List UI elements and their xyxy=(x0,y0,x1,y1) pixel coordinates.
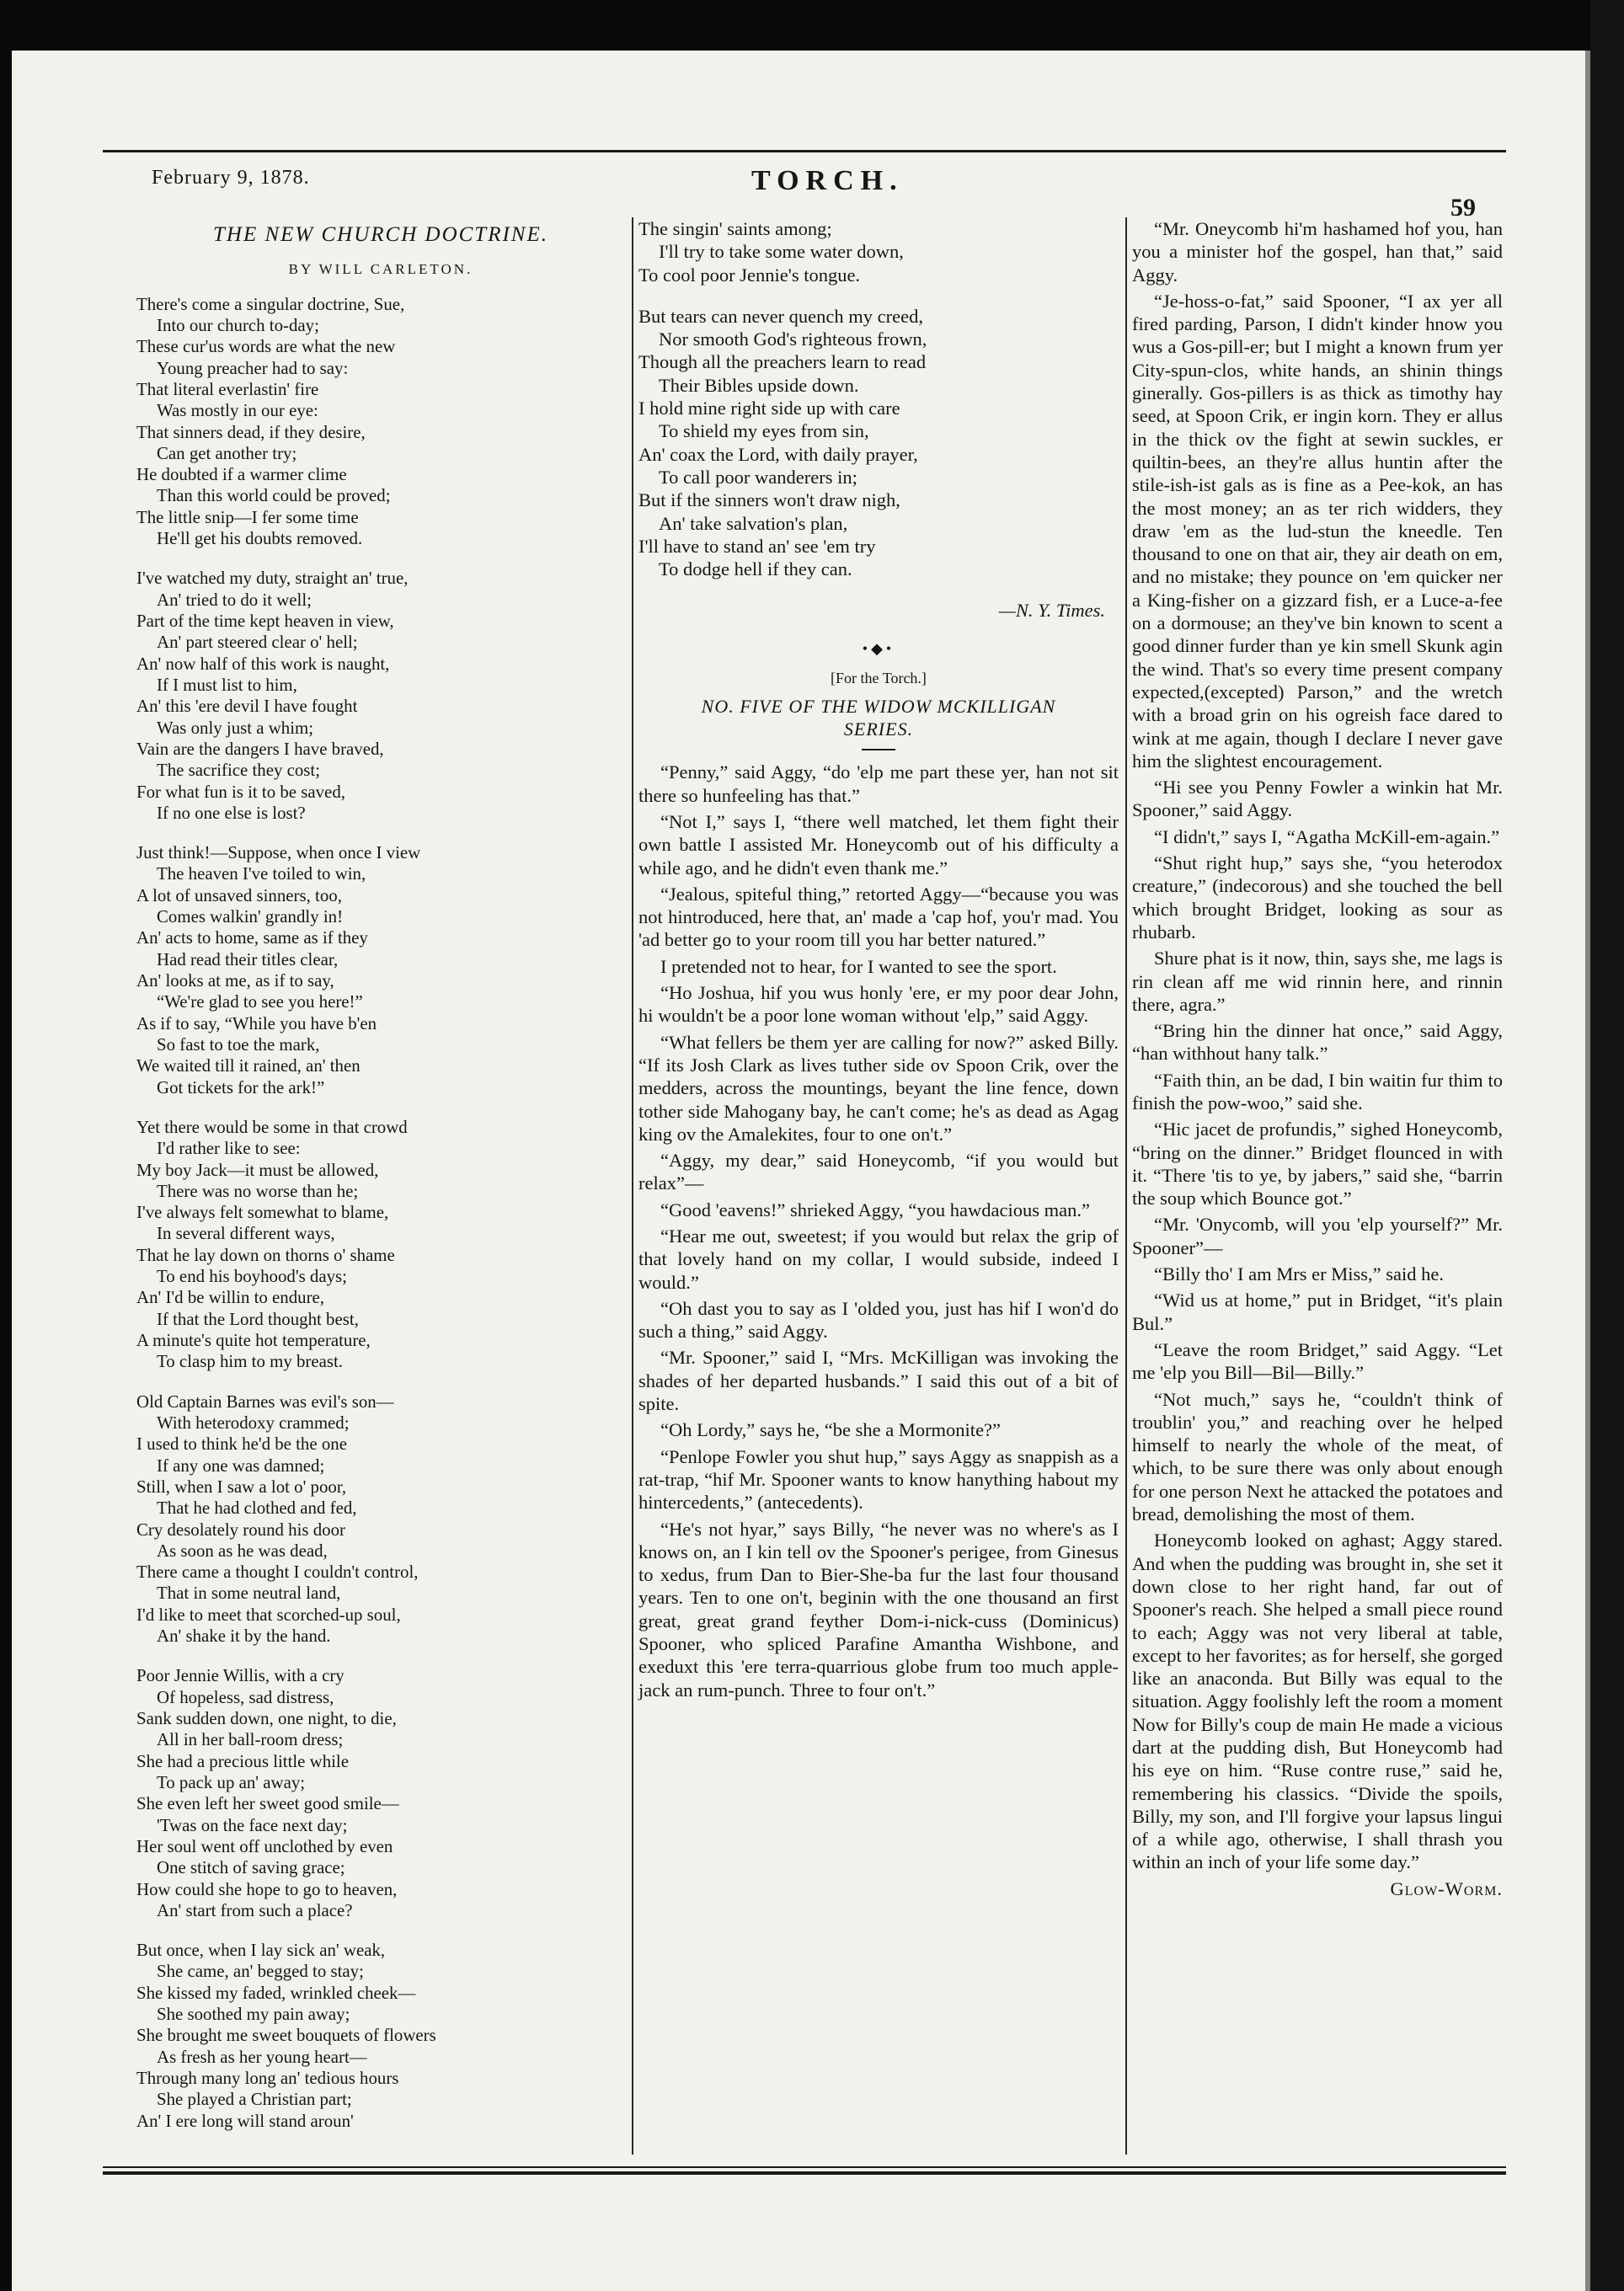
poem-line: She kissed my faded, wrinkled cheek— xyxy=(136,1982,416,2003)
story-paragraph: “Not I,” says I, “there well matched, let them fight their own battle I assisted Mr. Honeycomb out of his difficulty a while ago, and he didn't even thank me.” xyxy=(638,810,1119,878)
poem-line: An' start from such a place? xyxy=(157,1899,353,1920)
story-paragraph: “Penny,” said Aggy, “do 'elp me part these yer, han not sit there so hunfeeling has that.” xyxy=(638,761,1119,806)
column-2 xyxy=(638,217,1119,1705)
column-divider-2 xyxy=(1125,217,1127,2155)
story-paragraph: “He's not hyar,” says Billy, “he never was no where's as I knows on, an I kin tell ov the Spooner's perigee, from Ginesus to xedus, frum Dan to Bier-She-ba fur the last four thousand years. Ten to one on't, beginin with the one thousand an first great, great grand feyther Dom-i-nick-cuss (Dominicus) Spooner, who spliced Parafine Amantha Wishbone, and exeduxt this 'ere terra-quarrious globe frum too much apple-jack an rum-punch. Three to four on't.” xyxy=(638,1518,1119,1701)
poem-line: Of hopeless, sad distress, xyxy=(157,1686,334,1707)
poem-line: If that the Lord thought best, xyxy=(157,1308,359,1329)
scan-border-left xyxy=(0,0,12,2291)
poem-line: I've always felt somewhat to blame, xyxy=(136,1202,389,1223)
story-paragraph: “Je-hoss-o-fat,” said Spooner, “I ax yer all fired parding, Parson, I didn't kinder hnow you wus a Gos-pill-er; but I might a known frum yer City-spun-clos, white hands, an shinin things ginerally. Gos-pillers is as thick as timothy hay seed, at Spoon Crik, er ingin korn. They er allus in the thick ov the fight at sewin suckles, er quiltin-bees, an they're allus huntin after the stile-ish-ist gals as is fine as a Pee-kok, an has the most money; an as ter rich widders, they draw 'em as the lud-stun the kneedle. Ten thousand to one on that air, they air death on em, and no mistake; they pounce on 'em quicker ner a King-fisher on a gizzard fish, er a Luce-a-fee on a dormouse; an they've bin known to scent a good dinner furder than ye kin smell Skunk agin the wind. That's so every time present company expected,(excepted) Parson,” and the wretch with a broad grin on his ogreish face dared to wink at me again, though I declare I never gave him the slightest encouragement. xyxy=(1132,290,1503,772)
poem-line: Sank sudden down, one night, to die, xyxy=(136,1708,397,1728)
story-paragraph: “Hic jacet de profundis,” sighed Honeycomb, “bring on the dinner.” Bridget flounced in with it. “There 'tis to ye, by jabers,” said she, “barrin the soup which Bounce got.” xyxy=(1132,1119,1503,1210)
poem-line: In several different ways, xyxy=(157,1223,335,1244)
story-body-part-2 xyxy=(1132,217,1503,1874)
masthead-title: TORCH. xyxy=(751,165,904,196)
story-paragraph: I pretended not to hear, for I wanted to see the sport. xyxy=(660,955,1057,977)
poem-line: An' looks at me, as if to say, xyxy=(136,970,334,991)
column-1 xyxy=(136,217,625,2150)
story-paragraph: “Penlope Fowler you shut hup,” says Aggy as snappish as a rat-trap, “hif Mr. Spooner wants to know hanything habout my hintercedents,” (antecedents). xyxy=(638,1445,1119,1514)
story-paragraph: “Billy tho' I am Mrs er Miss,” said he. xyxy=(1154,1263,1445,1285)
poem-line: Part of the time kept heaven in view, xyxy=(136,611,394,631)
poem-line: But if the sinners won't draw nigh, xyxy=(638,489,900,511)
story-paragraph: “What fellers be them yer are calling for now?” asked Billy. “If its Josh Clark as lives tuther side ov Spoon Crik, over the medders, across the mountings, beyant the line fence, down tother side Mahogany bay, he can't come; he's as dead as Agag king ov the Amalekites, four to one on't.” xyxy=(638,1031,1119,1145)
poem-stanza xyxy=(136,1117,625,1373)
page-edge-shadow xyxy=(1585,51,1590,2291)
story-paragraph: “Wid us at home,” put in Bridget, “it's plain Bul.” xyxy=(1132,1290,1503,1334)
poem-line: An' tried to do it well; xyxy=(157,589,312,610)
poem-line: To pack up an' away; xyxy=(157,1771,306,1792)
poem-line: For what fun is it to be saved, xyxy=(136,781,345,802)
poem-line: Vain are the dangers I have braved, xyxy=(136,738,384,759)
poem-stanza xyxy=(136,1940,625,2132)
story-paragraph: “Good 'eavens!” shrieked Aggy, “you hawdacious man.” xyxy=(660,1199,1090,1220)
poem-line: An' acts to home, same as if they xyxy=(136,927,368,948)
poem-line: I used to think he'd be the one xyxy=(136,1434,347,1455)
story-paragraph: “Faith thin, an be dad, I bin waitin fur thim to finish the pow-woo,” said she. xyxy=(1132,1069,1503,1113)
poem-line: So fast to toe the mark, xyxy=(157,1033,320,1055)
poem-line: There came a thought I couldn't control, xyxy=(136,1562,419,1583)
scan-border-right xyxy=(1590,0,1624,2291)
story-paragraph: “Mr. Oneycomb hi'm hashamed hof you, han you a minister hof the gospel, han that,” said Aggy. xyxy=(1132,218,1503,286)
story-paragraph: “Leave the room Bridget,” said Aggy. “Let me 'elp you Bill—Bil—Billy.” xyxy=(1132,1338,1503,1384)
poem-line: These cur'us words are what the new xyxy=(136,336,396,357)
column-divider-1 xyxy=(632,217,633,2155)
poem-line: An' now half of this work is naught, xyxy=(136,653,390,674)
poem-line: How could she hope to go to heaven, xyxy=(136,1878,398,1899)
poem-line: I'll try to take some water down, xyxy=(659,241,904,263)
column-3 xyxy=(1132,217,1503,1900)
poem-line: An' I'd be willin to endure, xyxy=(136,1287,325,1308)
poem-line: Had read their titles clear, xyxy=(157,948,339,969)
poem-line: Poor Jennie Willis, with a cry xyxy=(136,1665,345,1686)
poem-line: One stitch of saving grace; xyxy=(157,1857,345,1878)
poem-line: To dodge hell if they can. xyxy=(659,558,852,580)
poem-line: With heterodoxy crammed; xyxy=(157,1412,350,1433)
poem-line: That he had clothed and fed, xyxy=(157,1498,357,1519)
poem-line: Comes walkin' grandly in! xyxy=(157,906,344,927)
poem-line: As if to say, “While you have b'en xyxy=(136,1012,377,1033)
poem-line: Just think!—Suppose, when once I view xyxy=(136,842,421,863)
poem-line: Cry desolately round his door xyxy=(136,1519,345,1540)
poem-line: A minute's quite hot temperature, xyxy=(136,1330,371,1350)
story-title-line-2: SERIES. xyxy=(843,718,914,740)
poem-line: Yet there would be some in that crowd xyxy=(136,1116,408,1137)
poem-line: She had a precious little while xyxy=(136,1750,349,1771)
poem-line: She brought me sweet bouquets of flowers xyxy=(136,2025,436,2046)
poem-line: She came, an' begged to stay; xyxy=(157,1961,364,1982)
story-paragraph: “Mr. 'Onycomb, will you 'elp yourself?” Mr. Spooner”— xyxy=(1132,1214,1503,1258)
story-title xyxy=(638,695,1119,740)
poem-line: Can get another try; xyxy=(157,442,297,463)
poem-line: If any one was damned; xyxy=(157,1455,325,1476)
poem-line: Old Captain Barnes was evil's son— xyxy=(136,1391,394,1412)
poem-line: Than this world could be proved; xyxy=(157,485,391,506)
poem-line: He'll get his doubts removed. xyxy=(157,528,363,549)
poem-line: 'Twas on the face next day; xyxy=(157,1814,348,1835)
story-paragraph: “Oh dast you to say as I 'olded you, just has hif I won'd do such a thing,” said Aggy. xyxy=(638,1297,1119,1343)
poem-line: The heaven I've toiled to win, xyxy=(157,863,366,884)
poem-line: Got tickets for the ark!” xyxy=(157,1076,325,1097)
poem-line: An' part steered clear o' hell; xyxy=(157,632,358,653)
top-rule xyxy=(103,150,1506,152)
poem-line: Nor smooth God's righteous frown, xyxy=(659,328,927,350)
poem-line: Still, when I saw a lot o' poor, xyxy=(136,1476,347,1497)
page-number: 59 xyxy=(1450,194,1476,222)
story-paragraph: “Hear me out, sweetest; if you would but relax the grip of that lovely hand on my collar, I would subside, indeed I would.” xyxy=(638,1225,1119,1293)
poem-line: Their Bibles upside down. xyxy=(659,374,859,396)
poem-line: That sinners dead, if they desire, xyxy=(136,421,366,442)
poem-line: An' this 'ere devil I have fought xyxy=(136,696,358,717)
story-signature: Glow-Worm. xyxy=(1390,1877,1503,1899)
poem-byline: BY WILL CARLETON. xyxy=(288,261,473,278)
poem-source: —N. Y. Times. xyxy=(998,600,1105,622)
poem-stanza xyxy=(638,217,1119,286)
poem-line: She played a Christian part; xyxy=(157,2089,352,2110)
poem-title: THE NEW CHURCH DOCTRINE. xyxy=(212,223,548,246)
story-paragraph: Shure phat is it now, thin, says she, me lags is rin clean aff me wid rinnin here, and rinnin there, agra.” xyxy=(1132,948,1503,1015)
poem-line: That in some neutral land, xyxy=(157,1583,341,1604)
poem-line: “We're glad to see you here!” xyxy=(157,991,363,1012)
poem-line: If I must list to him, xyxy=(157,674,297,695)
story-paragraph: “Ho Joshua, hif you wus honly 'ere, er my poor dear John, hi wouldn't be a poor lone woman without 'elp,” said Aggy. xyxy=(638,982,1119,1027)
story-paragraph: “Hi see you Penny Fowler a winkin hat Mr. Spooner,” said Aggy. xyxy=(1132,777,1503,821)
poem-line: I'll have to stand an' see 'em try xyxy=(638,535,876,557)
poem-line: If no one else is lost? xyxy=(157,802,306,823)
poem-line: But tears can never quench my creed, xyxy=(638,305,923,327)
poem-line: I'd rather like to see: xyxy=(157,1138,301,1159)
story-paragraph: “Shut right hup,” says she, “you heterodox creature,” (indecorous) and she touched the bell which brought Bridget, looking as sour as rhubarb. xyxy=(1132,852,1503,943)
scan-border-top xyxy=(0,0,1624,51)
poem-line: She even left her sweet good smile— xyxy=(136,1793,399,1814)
poem-line: Her soul went off unclothed by even xyxy=(136,1835,393,1856)
poem-line: We waited till it rained, an' then xyxy=(136,1055,361,1076)
poem-line: Into our church to-day; xyxy=(157,314,319,335)
poem-line: As fresh as her young heart— xyxy=(157,2046,367,2067)
poem-line: My boy Jack—it must be allowed, xyxy=(136,1159,379,1180)
story-paragraph: “Not much,” says he, “couldn't think of troublin' you,” and reaching over he helped himself to nearly the whole of the meat, of which, to be sure there was only about enough for one person Next he attacked the potatoes and bread, demolishing the most of them. xyxy=(1132,1388,1503,1525)
story-paragraph: “Bring hin the dinner hat once,” said Aggy, “han withhout hany talk.” xyxy=(1132,1020,1503,1065)
poem-line: That he lay down on thorns o' shame xyxy=(136,1244,395,1265)
story-paragraph: “Aggy, my dear,” said Honeycomb, “if you would but relax”— xyxy=(638,1150,1119,1194)
bottom-rule-heavy xyxy=(103,2171,1506,2175)
section-ornament: •◆• xyxy=(862,639,895,657)
poem-line: There's come a singular doctrine, Sue, xyxy=(136,293,405,314)
for-the-torch-label: [For the Torch.] xyxy=(831,670,927,687)
poem-line: To cool poor Jennie's tongue. xyxy=(638,264,861,286)
story-body-part-1 xyxy=(638,761,1119,1701)
story-paragraph: “Oh Lordy,” says he, “be she a Mormonite?” xyxy=(660,1419,1002,1441)
poem-stanza xyxy=(136,568,625,824)
poem-line: She soothed my pain away; xyxy=(157,2004,350,2025)
poem-line: Though all the preachers learn to read xyxy=(638,351,927,373)
poem-line: As soon as he was dead, xyxy=(157,1540,328,1561)
story-paragraph: “Mr. Spooner,” said I, “Mrs. McKilligan was invoking the shades of her departed husbands.” I said this out of a bit of spite. xyxy=(638,1347,1119,1415)
title-rule xyxy=(862,749,895,750)
poem-stanza xyxy=(136,842,625,1098)
poem-line: An' take salvation's plan, xyxy=(659,512,848,534)
poem-line: He doubted if a warmer clime xyxy=(136,464,347,485)
poem-line: To clasp him to my breast. xyxy=(157,1351,343,1372)
issue-date: February 9, 1878. xyxy=(152,167,310,189)
poem-line: Through many long an' tedious hours xyxy=(136,2068,399,2088)
story-title-line-1: NO. FIVE OF THE WIDOW MCKILLIGAN xyxy=(701,696,1056,718)
poem-line: All in her ball-room dress; xyxy=(157,1729,344,1750)
poem-line: There was no worse than he; xyxy=(157,1180,359,1201)
poem-line: Young preacher had to say: xyxy=(157,357,349,378)
poem-continuation xyxy=(638,217,1119,580)
poem-line: That literal everlastin' fire xyxy=(136,378,319,399)
poem-line: The little snip—I fer some time xyxy=(136,506,359,527)
poem-line: The sacrifice they cost; xyxy=(157,760,321,781)
poem-line: To call poor wanderers in; xyxy=(659,466,857,488)
story-paragraph: “Jealous, spiteful thing,” retorted Aggy—“because you was not hintroduced, here that, an' made a 'cap hof, you'r mad. You 'ad better go to your room till you har better natured.” xyxy=(638,883,1119,951)
poem-line: The singin' saints among; xyxy=(638,218,832,239)
bottom-rule xyxy=(103,2166,1506,2168)
poem-line: Was only just a whim; xyxy=(157,717,314,738)
poem-line: To end his boyhood's days; xyxy=(157,1266,347,1287)
poem-line: An' coax the Lord, with daily prayer, xyxy=(638,443,918,465)
poem-line: But once, when I lay sick an' weak, xyxy=(136,1940,386,1961)
poem-stanza xyxy=(136,1391,625,1647)
poem-line: I hold mine right side up with care xyxy=(638,398,900,419)
story-paragraph: Honeycomb looked on aghast; Aggy stared. And when the pudding was brought in, she set it down close to her right hand, far out of Spooner's reach. She helped a small piece round to each; Aggy was not very liberal at table, except to her favorites; as for herself, she gorged like an anaconda. But Billy was equal to the situation. Aggy foolishly left the room a moment Now for Billy's coup de main He made a vicious dart at the pudding dish, But Honeycomb had his eye on him. “Ruse contre ruse,” said he, remembering his classics. “Divide the spoils, Billy, my son, and I'll forgive your lapsus lingui of a while ago, otherwise, I shall thrash you within an inch of your life some day.” xyxy=(1132,1530,1503,1873)
poem-line: A lot of unsaved sinners, too, xyxy=(136,884,342,905)
story-paragraph: “I didn't,” says I, “Agatha McKill-em-again.” xyxy=(1154,825,1500,847)
poem-line: To shield my eyes from sin, xyxy=(659,420,869,442)
poem-stanza xyxy=(638,305,1119,581)
poem-stanza xyxy=(136,294,625,550)
newspaper-page xyxy=(103,150,1506,2182)
poem-line: I'd like to meet that scorched-up soul, xyxy=(136,1604,401,1625)
poem-line: Was mostly in our eye: xyxy=(157,400,318,421)
poem-line: An' shake it by the hand. xyxy=(157,1626,331,1647)
poem-stanza xyxy=(136,1665,625,1921)
poem-line: An' I ere long will stand aroun' xyxy=(136,2110,354,2131)
poem-line: I've watched my duty, straight an' true, xyxy=(136,568,409,589)
